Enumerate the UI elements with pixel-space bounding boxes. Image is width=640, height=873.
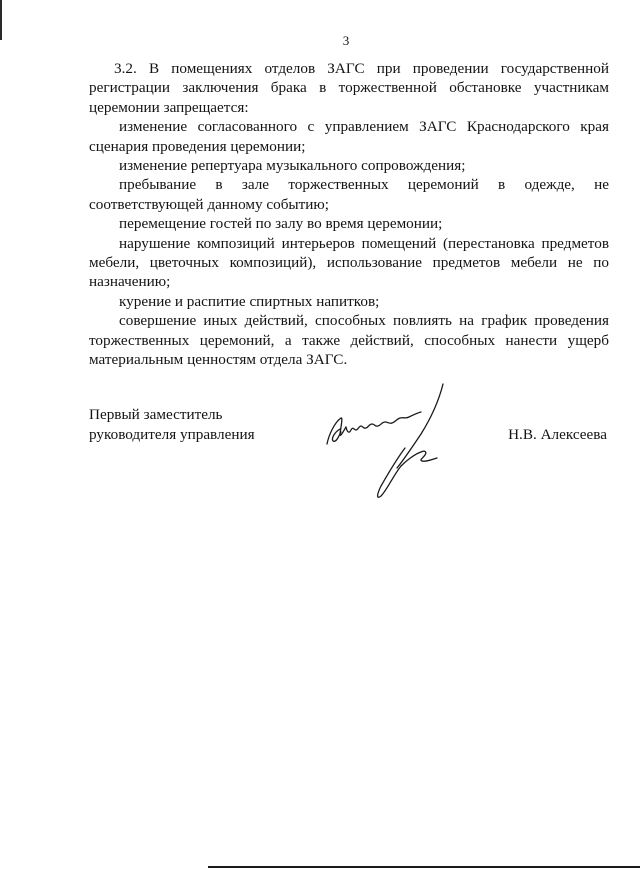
prohibition-item: пребывание в зале торжественных церемоний в одежде, не соответствующей данному событию; [89,176,609,213]
prohibition-item: изменение репертуара музыкального сопровождения; [119,157,466,175]
prohibition-item: нарушение композиций интерьеров помещений (перестановка предметов мебели, цветочных композиций), использование предметов мебели не по назначению; [89,234,609,291]
signatory-title [89,405,309,445]
document-body [89,59,609,370]
page-number: 3 [342,33,350,48]
handwritten-signature [321,382,471,502]
prohibition-item: перемещение гостей по залу во время церемонии; [119,215,443,233]
prohibition-item: изменение согласованного с управлением ЗАГС Краснодарского края сценария проведения церемонии; [89,118,609,155]
bottom-rule [208,866,640,868]
page-edge-mark [0,0,2,40]
signatory-title-line-2: руководителя управления [89,426,255,443]
prohibition-item: совершение иных действий, способных повлиять на график проведения торжественных церемоний, а также действий, способных нанести ущерб материальным ценностям отдела ЗАГС. [89,312,609,369]
signature-block [89,405,609,515]
paragraph-3-2: 3.2. В помещениях отделов ЗАГС при проведении государственной регистрации заключения брака в торжественной обстановке участникам церемонии запрещается: [89,60,609,116]
signatory-name: Н.В. Алексеева [508,426,607,443]
prohibition-item: курение и распитие спиртных напитков; [119,292,380,310]
signatory-title-line-1: Первый заместитель [89,406,223,423]
